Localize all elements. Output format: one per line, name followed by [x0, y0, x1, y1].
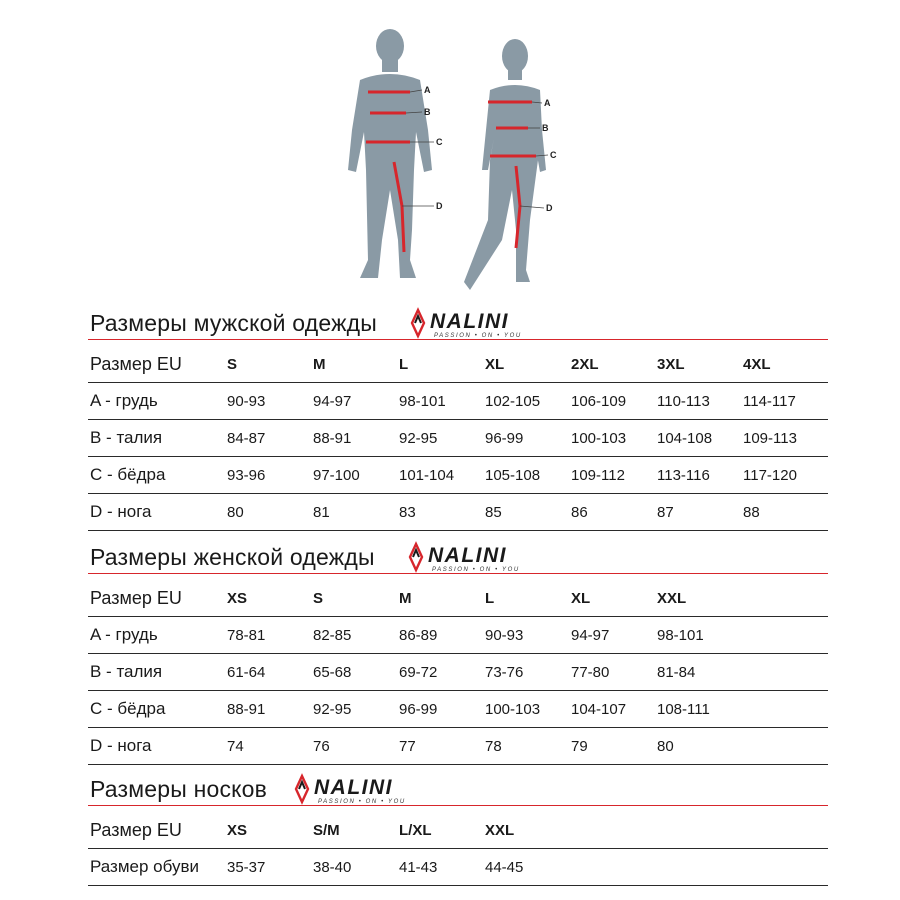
size-header-cell [743, 812, 828, 849]
measurement-cell: 84-87 [227, 420, 313, 457]
measurement-cell: 38-40 [313, 849, 399, 886]
nalini-logo-wordmark: NALINI [428, 544, 507, 567]
size-header-cell: S [313, 580, 399, 617]
nalini-logo-wordmark: NALINI [314, 776, 393, 799]
measurement-cell: 74 [227, 728, 313, 765]
section-title: Размеры женской одежды [90, 544, 375, 570]
red-divider [88, 573, 828, 574]
measurement-cell: 104-108 [657, 420, 743, 457]
nalini-logo [408, 306, 568, 340]
brand-logo [408, 306, 568, 340]
measurement-cell: 106-109 [571, 383, 657, 420]
brand-logo [406, 540, 566, 574]
table-row [88, 617, 828, 654]
measurement-cell: 114-117 [743, 383, 828, 420]
measurement-cell: 96-99 [399, 691, 485, 728]
measurement-label: A - грудь [88, 617, 227, 654]
size-header-cell [743, 580, 828, 617]
size-header-cell: S [227, 346, 313, 383]
female-label-d: D [546, 203, 553, 213]
measurement-cell: 44-45 [485, 849, 571, 886]
table-row [88, 457, 828, 494]
measurement-cell: 113-116 [657, 457, 743, 494]
size-header-cell: XL [485, 346, 571, 383]
measurement-cell: 88-91 [227, 691, 313, 728]
measurement-cell: 88 [743, 494, 828, 531]
measurement-label: D - нога [88, 728, 227, 765]
measurement-cell: 77-80 [571, 654, 657, 691]
table-row [88, 654, 828, 691]
brand-logo [292, 772, 452, 806]
measurement-cell: 88-91 [313, 420, 399, 457]
nalini-logo [406, 540, 566, 574]
size-header-cell: 3XL [657, 346, 743, 383]
header-label: Размер EU [88, 812, 227, 849]
red-divider [88, 339, 828, 340]
size-header-cell: S/M [313, 812, 399, 849]
measurement-cell: 79 [571, 728, 657, 765]
measurement-cell: 81 [313, 494, 399, 531]
size-header-cell: XXL [485, 812, 571, 849]
measurement-label: B - талия [88, 420, 227, 457]
table-row [88, 728, 828, 765]
female-label-a: A [544, 98, 551, 108]
measurement-cell [571, 849, 657, 886]
nalini-logo-tagline: PASSION • ON • YOU [434, 333, 522, 339]
measurement-cell: 109-113 [743, 420, 828, 457]
measurement-cell: 117-120 [743, 457, 828, 494]
mens-size-section [88, 304, 828, 531]
male-label-c: C [436, 137, 443, 147]
measurement-cell: 81-84 [657, 654, 743, 691]
male-label-a: A [424, 85, 431, 95]
size-header-cell: XS [227, 580, 313, 617]
measurement-cell: 35-37 [227, 849, 313, 886]
measurement-cell: 104-107 [571, 691, 657, 728]
measurement-cell: 90-93 [485, 617, 571, 654]
table-row [88, 691, 828, 728]
measurement-cell [743, 849, 828, 886]
size-table [88, 580, 828, 765]
measurement-cell: 94-97 [313, 383, 399, 420]
measurement-label: C - бёдра [88, 691, 227, 728]
socks-size-section [88, 770, 828, 886]
measurement-cell [743, 617, 828, 654]
female-label-c: C [550, 150, 557, 160]
table-row [88, 849, 828, 886]
size-table [88, 346, 828, 531]
table-header-row [88, 346, 828, 383]
body-silhouettes-illustration [330, 20, 590, 290]
womens-size-section [88, 538, 828, 765]
nalini-logo-tagline: PASSION • ON • YOU [432, 567, 520, 573]
measurement-cell: 85 [485, 494, 571, 531]
measurement-cell: 108-111 [657, 691, 743, 728]
measurement-cell: 102-105 [485, 383, 571, 420]
measurement-cell: 97-100 [313, 457, 399, 494]
measurement-label: Размер обуви [88, 849, 227, 886]
measurement-cell: 83 [399, 494, 485, 531]
header-label: Размер EU [88, 346, 227, 383]
measurement-cell: 80 [227, 494, 313, 531]
measurement-cell: 105-108 [485, 457, 571, 494]
male-label-d: D [436, 201, 443, 211]
measurement-label: D - нога [88, 494, 227, 531]
measurement-cell: 92-95 [313, 691, 399, 728]
measurement-cell: 98-101 [657, 617, 743, 654]
measurement-cell: 73-76 [485, 654, 571, 691]
female-figure [464, 39, 546, 290]
measurement-cell [743, 654, 828, 691]
section-heading [88, 538, 828, 574]
measurement-cell: 86-89 [399, 617, 485, 654]
measurement-cell: 90-93 [227, 383, 313, 420]
measurement-cell: 101-104 [399, 457, 485, 494]
section-heading [88, 770, 828, 806]
size-header-cell [657, 812, 743, 849]
measurement-cell: 86 [571, 494, 657, 531]
size-header-cell: L/XL [399, 812, 485, 849]
measurement-cell: 96-99 [485, 420, 571, 457]
size-header-cell: XXL [657, 580, 743, 617]
section-title: Размеры носков [90, 776, 268, 802]
header-label: Размер EU [88, 580, 227, 617]
size-header-cell: 2XL [571, 346, 657, 383]
measurement-cell: 109-112 [571, 457, 657, 494]
measurement-label: A - грудь [88, 383, 227, 420]
body-measurement-figures [330, 20, 590, 290]
measurement-label: B - талия [88, 654, 227, 691]
table-row [88, 494, 828, 531]
table-row [88, 420, 828, 457]
size-header-cell: L [485, 580, 571, 617]
male-label-b: B [424, 107, 431, 117]
measurement-cell: 69-72 [399, 654, 485, 691]
male-figure [348, 29, 432, 278]
measurement-cell: 94-97 [571, 617, 657, 654]
measurement-cell [657, 849, 743, 886]
measurement-cell: 93-96 [227, 457, 313, 494]
nalini-logo-wordmark: NALINI [430, 310, 509, 333]
size-header-cell: XL [571, 580, 657, 617]
measurement-cell: 110-113 [657, 383, 743, 420]
measurement-cell: 82-85 [313, 617, 399, 654]
female-label-b: B [542, 123, 549, 133]
nalini-logo [292, 772, 452, 806]
measurement-cell [743, 691, 828, 728]
size-header-cell: XS [227, 812, 313, 849]
size-header-cell: M [399, 580, 485, 617]
measurement-cell: 80 [657, 728, 743, 765]
measurement-cell: 77 [399, 728, 485, 765]
measurement-cell: 100-103 [485, 691, 571, 728]
size-header-cell [571, 812, 657, 849]
measurement-cell: 100-103 [571, 420, 657, 457]
measurement-cell: 78 [485, 728, 571, 765]
measurement-cell [743, 728, 828, 765]
size-header-cell: L [399, 346, 485, 383]
measurement-cell: 92-95 [399, 420, 485, 457]
measurement-cell: 76 [313, 728, 399, 765]
measurement-cell: 61-64 [227, 654, 313, 691]
measurement-cell: 78-81 [227, 617, 313, 654]
size-table [88, 812, 828, 886]
measurement-label: C - бёдра [88, 457, 227, 494]
nalini-logo-tagline: PASSION • ON • YOU [318, 799, 406, 805]
section-title: Размеры мужской одежды [90, 310, 378, 336]
table-header-row [88, 580, 828, 617]
red-divider [88, 805, 828, 806]
measurement-cell: 87 [657, 494, 743, 531]
measurement-cell: 98-101 [399, 383, 485, 420]
measurement-cell: 41-43 [399, 849, 485, 886]
section-heading [88, 304, 828, 340]
measurement-cell: 65-68 [313, 654, 399, 691]
table-row [88, 383, 828, 420]
table-header-row [88, 812, 828, 849]
size-header-cell: M [313, 346, 399, 383]
size-header-cell: 4XL [743, 346, 828, 383]
